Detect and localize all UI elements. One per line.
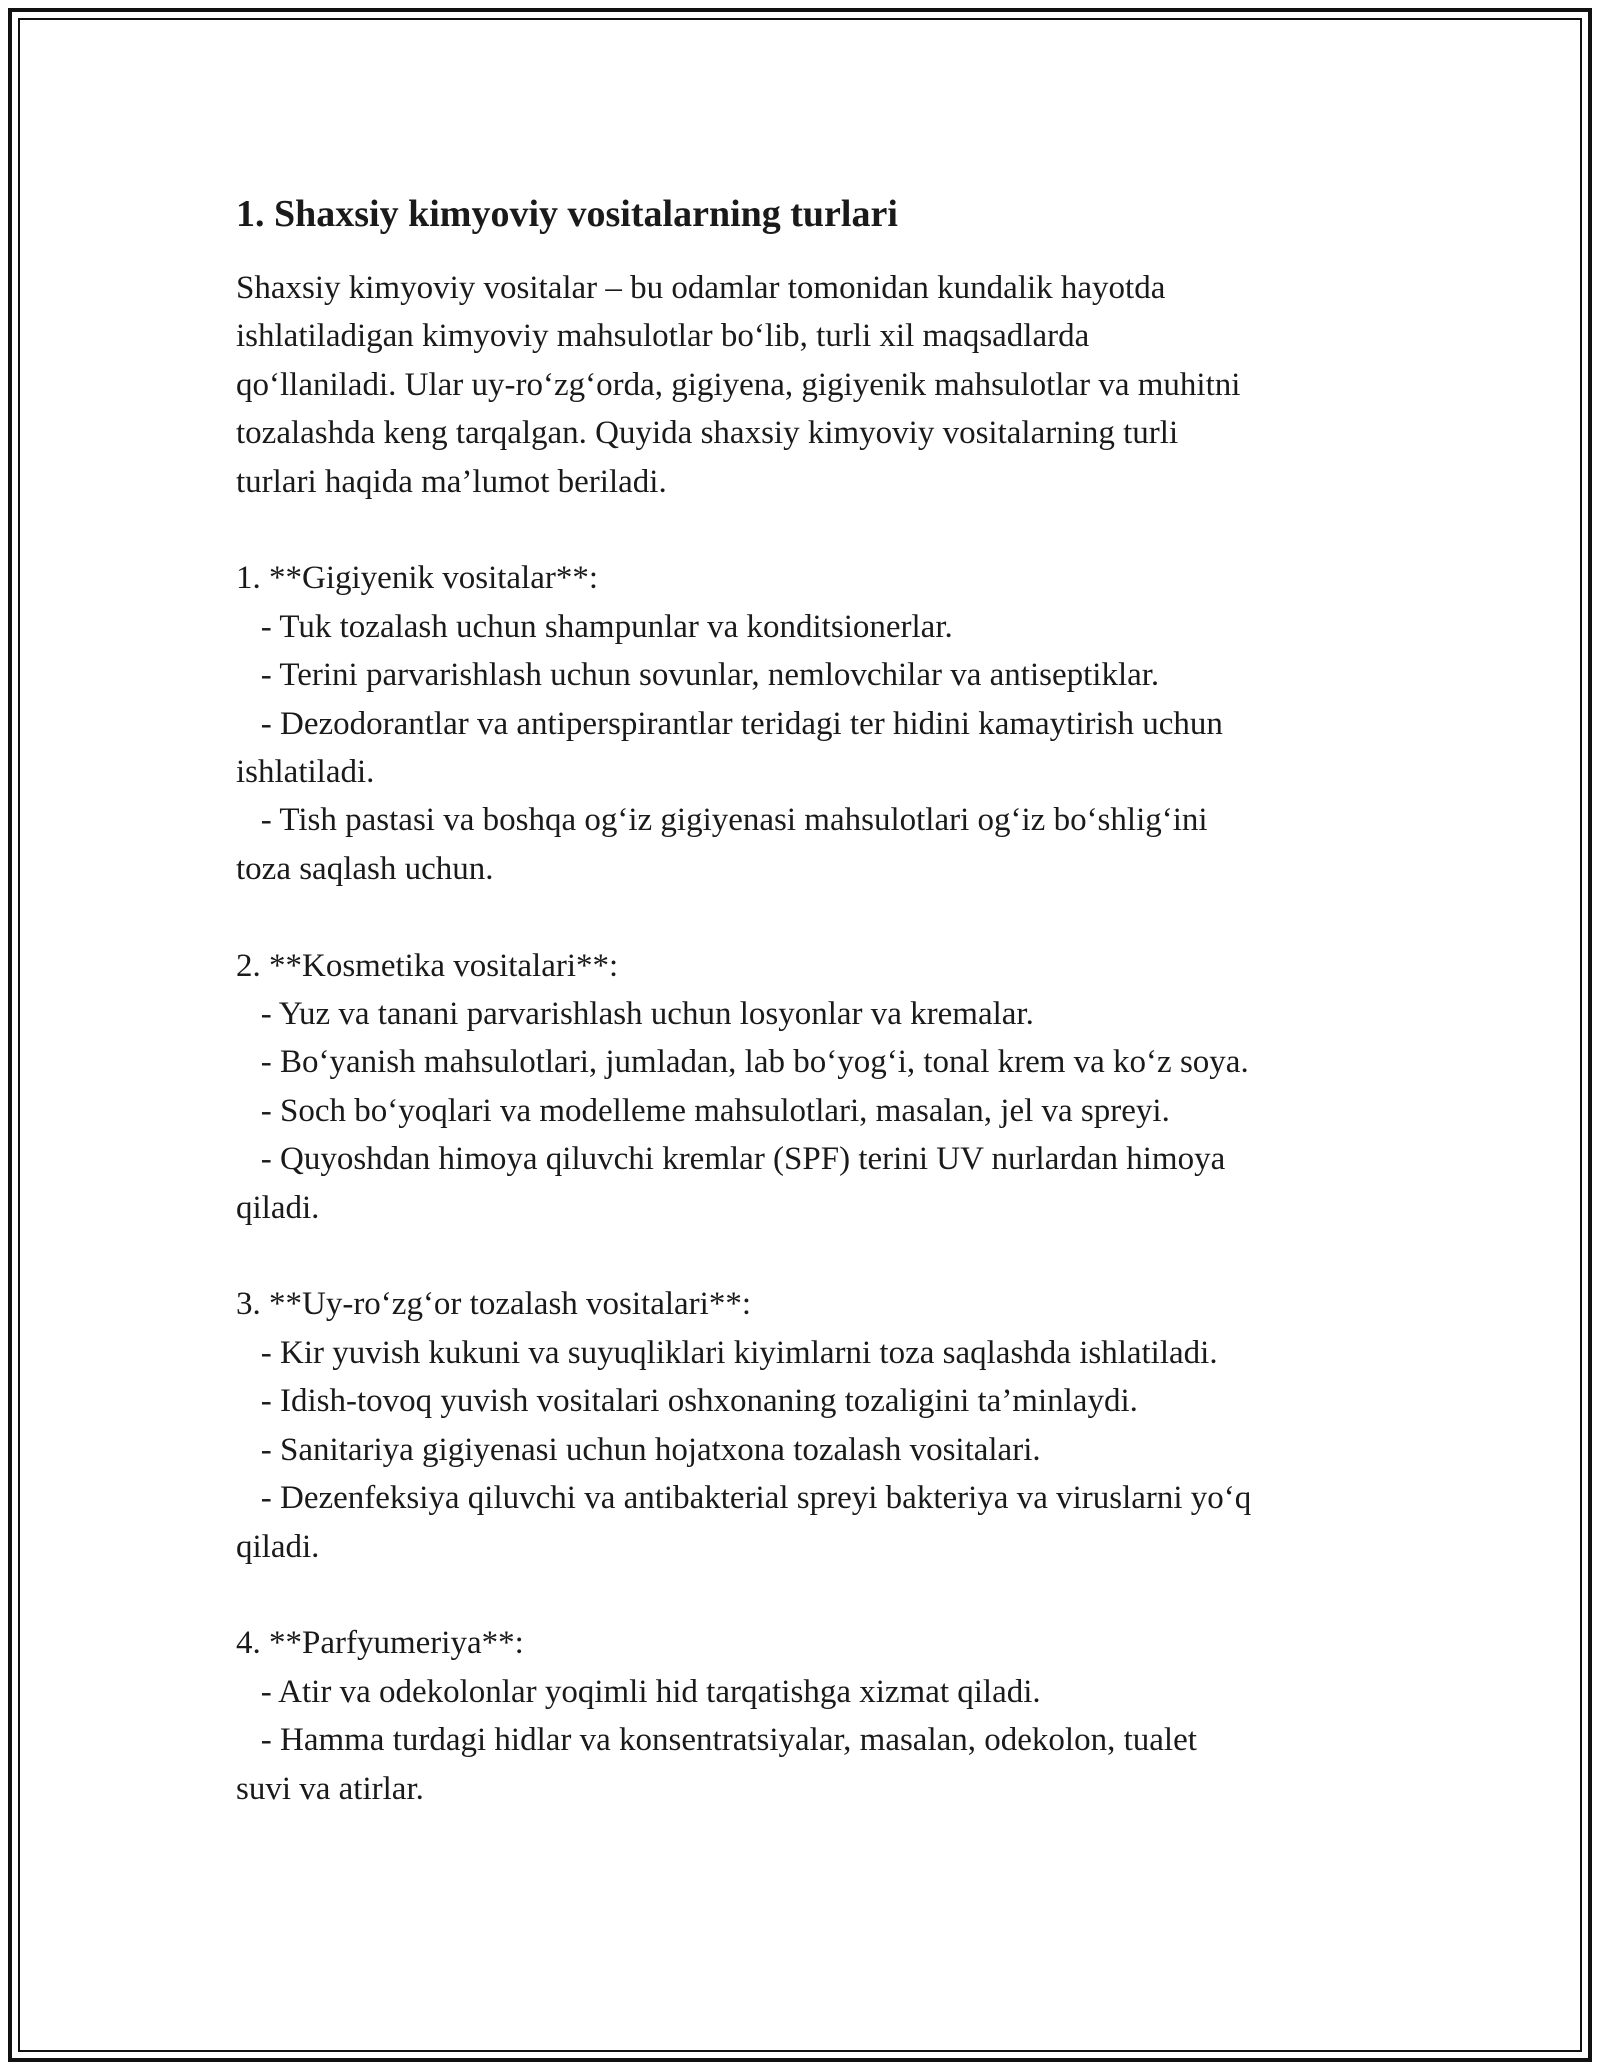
- text-line: suvi va atirlar.: [236, 1770, 424, 1807]
- text-line: Shaxsiy kimyoviy vositalar – bu odamlar tomonidan kundalik hayotda: [236, 270, 1166, 306]
- document-text: [236, 264, 1376, 1813]
- text-line: [236, 1571, 1376, 1619]
- text-line: 2. **Kosmetika vositalari**:: [236, 947, 619, 984]
- text-line: 4. **Parfyumeriya**:: [236, 1625, 524, 1662]
- document-body: [236, 186, 1376, 1813]
- text-line: [236, 893, 1376, 941]
- text-line: - Idish-tovoq yuvish vositalari oshxonaning tozaligini ta’minlaydi.: [236, 1383, 1138, 1420]
- text-line: - Tuk tozalash uchun shampunlar va konditsionerlar.: [236, 608, 953, 645]
- text-line: [236, 506, 1376, 554]
- text-line: tozalashda keng tarqalgan. Quyida shaxsiy kimyoviy vositalarning turli: [236, 415, 1179, 452]
- text-line: ishlatiladi.: [236, 754, 375, 791]
- text-line: qo‘llaniladi. Ular uy-ro‘zg‘orda, gigiyena, gigiyenik mahsulotlar va muhitni: [236, 366, 1241, 403]
- text-line: - Hamma turdagi hidlar va konsentratsiyalar, masalan, odekolon, tualet: [236, 1722, 1197, 1759]
- text-line: 3. **Uy-ro‘zg‘or tozalash vositalari**:: [236, 1286, 752, 1323]
- text-line: - Dezodorantlar va antiperspirantlar teridagi ter hidini kamaytirish uchun: [236, 705, 1223, 742]
- text-line: - Soch bo‘yoqlari va modelleme mahsulotlari, masalan, jel va spreyi.: [236, 1092, 1170, 1129]
- text-line: - Kir yuvish kukuni va suyuqliklari kiyimlarni toza saqlashda ishlatiladi.: [236, 1334, 1218, 1371]
- text-line: [236, 1232, 1376, 1280]
- text-line: - Quyoshdan himoya qiluvchi kremlar (SPF) terini UV nurlardan himoya: [236, 1141, 1226, 1178]
- text-line: - Yuz va tanani parvarishlash uchun losyonlar va kremalar.: [236, 996, 1034, 1033]
- text-line: - Terini parvarishlash uchun sovunlar, nemlovchilar va antiseptiklar.: [236, 657, 1160, 694]
- text-line: 1. **Gigiyenik vositalar**:: [236, 560, 599, 597]
- text-line: - Tish pastasi va boshqa og‘iz gigiyenasi mahsulotlari og‘iz bo‘shlig‘ini: [236, 802, 1208, 839]
- text-line: qiladi.: [236, 1189, 320, 1226]
- text-line: turlari haqida ma’lumot beriladi.: [236, 463, 667, 500]
- text-line: - Atir va odekolonlar yoqimli hid tarqatishga xizmat qiladi.: [236, 1673, 1041, 1710]
- text-line: ishlatiladigan kimyoviy mahsulotlar bo‘lib, turli xil maqsadlarda: [236, 318, 1090, 355]
- text-line: toza saqlash uchun.: [236, 850, 494, 887]
- text-line: - Dezenfeksiya qiluvchi va antibakterial spreyi bakteriya va viruslarni yo‘q: [236, 1480, 1252, 1517]
- text-line: - Sanitariya gigiyenasi uchun hojatxona tozalash vositalari.: [236, 1431, 1041, 1468]
- text-line: qiladi.: [236, 1528, 320, 1565]
- section-heading: 1. Shaxsiy kimyoviy vositalarning turlari: [236, 193, 898, 235]
- text-line: - Bo‘yanish mahsulotlari, jumladan, lab bo‘yog‘i, tonal krem va ko‘z soya.: [236, 1044, 1249, 1081]
